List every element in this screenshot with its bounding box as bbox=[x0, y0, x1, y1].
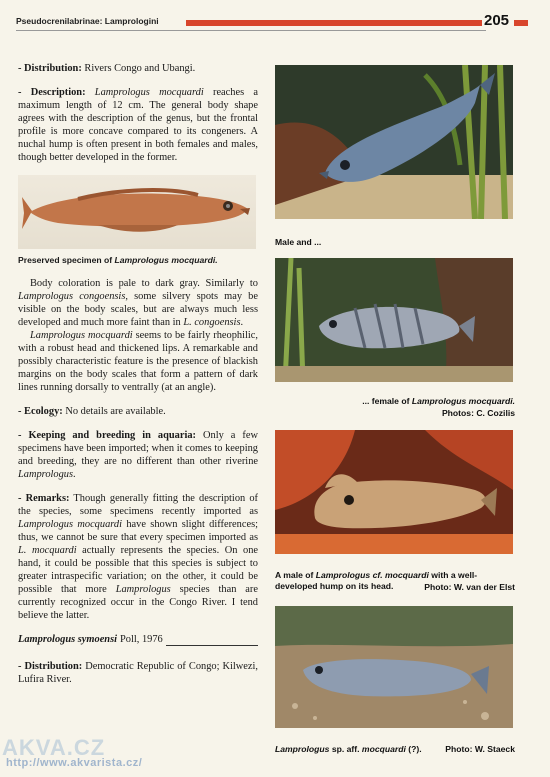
caption-aff-tail: (?). bbox=[405, 744, 422, 754]
distribution-text: Rivers Congo and Ubangi. bbox=[81, 63, 196, 74]
distribution-label: - Distribution: bbox=[18, 63, 82, 74]
remarks-text-a: Though generally fitting the description of the species, some specimens recently imported as bbox=[18, 493, 259, 517]
caption-hump-species: Lamprologus cf. mocquardi bbox=[315, 570, 429, 580]
site-watermark bbox=[0, 735, 210, 777]
running-title: Pseudocrenilabrinae: Lamprologini bbox=[16, 16, 159, 26]
caption-male: Male and ... bbox=[275, 237, 322, 247]
hump-male-fish-image bbox=[275, 430, 513, 554]
coloration-species-2: L. congoensis bbox=[183, 317, 241, 328]
species-heading-rule bbox=[166, 635, 258, 646]
caption-female-species: Lamprologus mocquardi. bbox=[411, 396, 515, 406]
species-heading bbox=[18, 633, 258, 646]
keeping-text-b: . bbox=[73, 469, 76, 480]
page-number: 205 bbox=[484, 12, 510, 29]
distribution-paragraph bbox=[18, 62, 258, 75]
species-heading-author: Poll, 1976 bbox=[120, 634, 163, 645]
caption-female-text: ... female of bbox=[362, 396, 412, 406]
morphology-text: seems to be fairly rheophilic, with a robust head and thickened lips. A remarkable and possibly characteristic feature is the presence of blackish margins on the body scales that form a pattern of dark lines running dorsally to ventrally (at an angle). bbox=[18, 330, 259, 393]
male-fish-image bbox=[275, 65, 513, 219]
remarks-label: - Remarks: bbox=[18, 493, 70, 504]
keeping-species: Lamprologus bbox=[18, 469, 74, 480]
description-species: Lamprologus mocquardi bbox=[85, 87, 204, 98]
species-heading-name: Lamprologus symoensi bbox=[18, 634, 118, 645]
caption-aff-species-2: mocquardi bbox=[361, 744, 406, 754]
remarks-species-2: L. mocquardi bbox=[18, 545, 77, 556]
specimen-caption-species: Lamprologus mocquardi. bbox=[114, 255, 218, 265]
watermark-url: http://www.akvarista.cz/ bbox=[6, 757, 143, 769]
header-rule bbox=[16, 30, 486, 31]
ecology-label: - Ecology: bbox=[18, 406, 63, 417]
distribution2-paragraph bbox=[18, 660, 258, 686]
ecology-paragraph bbox=[18, 405, 258, 418]
description-text: reaches a maximum length of 12 cm. The general body shape agrees with the description of the genus, but the frontal profile is more concave compared to its congeners. A nuchal hump is often present in both females and males, though better developed in the former. bbox=[18, 87, 258, 163]
page-header bbox=[16, 14, 536, 32]
caption-hump-credit: Photo: W. van der Elst bbox=[424, 582, 515, 592]
description-paragraph bbox=[18, 86, 258, 164]
keeping-text-a: Only a few specimens have been imported; when it comes to keeping and breeding, they are no different than other riverine bbox=[18, 430, 258, 467]
keeping-label: - Keeping and breeding in aquaria: bbox=[18, 430, 197, 441]
caption-hump-text-pre: A male of bbox=[275, 570, 316, 580]
caption-female-credit: Photos: C. Cozilis bbox=[441, 408, 515, 418]
remarks-text-b: have shown slight differences; thus, we cannot be sure that every specimen imported as bbox=[18, 519, 258, 543]
photo-aff-mocquardi bbox=[275, 606, 513, 728]
specimen-caption bbox=[18, 255, 258, 266]
keeping-paragraph bbox=[18, 429, 258, 481]
left-column bbox=[18, 62, 258, 697]
description-label: - Description: bbox=[18, 87, 86, 98]
remarks-species-1: Lamprologus mocquardi bbox=[18, 519, 123, 530]
photo-hump-male bbox=[275, 430, 513, 554]
preserved-specimen-photo bbox=[18, 175, 256, 249]
photo-male bbox=[275, 65, 513, 219]
coloration-text-b: , some silvery spots may be visible on the body scales, but are always much less developed and much more faint than in bbox=[18, 291, 258, 328]
coloration-text-a: Body coloration is pale to dark gray. Similarly to bbox=[30, 278, 258, 289]
distribution2-text: Democratic Republic of Congo; Kilwezi, Lufira River. bbox=[18, 661, 258, 685]
remarks-species-3: Lamprologus bbox=[115, 584, 171, 595]
coloration-species-1: Lamprologus congoensis bbox=[18, 291, 126, 302]
aff-mocquardi-fish-image bbox=[275, 606, 513, 728]
caption-hump-text-post: with a well-developed hump on its head. bbox=[275, 570, 478, 591]
remarks-text-d: species than are currently recognized occur in the Congo River. I tend believe the latter. bbox=[18, 584, 258, 621]
caption-aff-text: sp. aff. bbox=[329, 744, 362, 754]
distribution2-label: - Distribution: bbox=[18, 661, 83, 672]
caption-female bbox=[275, 396, 515, 407]
specimen-caption-text: Preserved specimen of bbox=[18, 255, 115, 265]
female-fish-image bbox=[275, 258, 513, 382]
morphology-species: Lamprologus mocquardi bbox=[30, 330, 133, 341]
photo-female bbox=[275, 258, 513, 382]
remarks-paragraph bbox=[18, 492, 258, 622]
coloration-paragraph bbox=[18, 277, 258, 329]
caption-aff-species: Lamprologus bbox=[275, 744, 330, 754]
ecology-text: No details are available. bbox=[62, 406, 166, 417]
morphology-paragraph bbox=[18, 329, 258, 394]
remarks-text-c: actually represents the species. On one hand, it could be possible that this species is subject to greater intraspecific variation; on the other, it could be possible that more bbox=[18, 545, 258, 595]
preserved-fish-image bbox=[18, 175, 256, 249]
watermark-logo: AKVA.CZ bbox=[2, 735, 106, 760]
header-accent-bar bbox=[186, 20, 482, 26]
coloration-text-c: . bbox=[240, 317, 244, 328]
caption-aff-credit: Photo: W. Staeck bbox=[445, 744, 515, 754]
header-accent-bar-end bbox=[514, 20, 528, 26]
